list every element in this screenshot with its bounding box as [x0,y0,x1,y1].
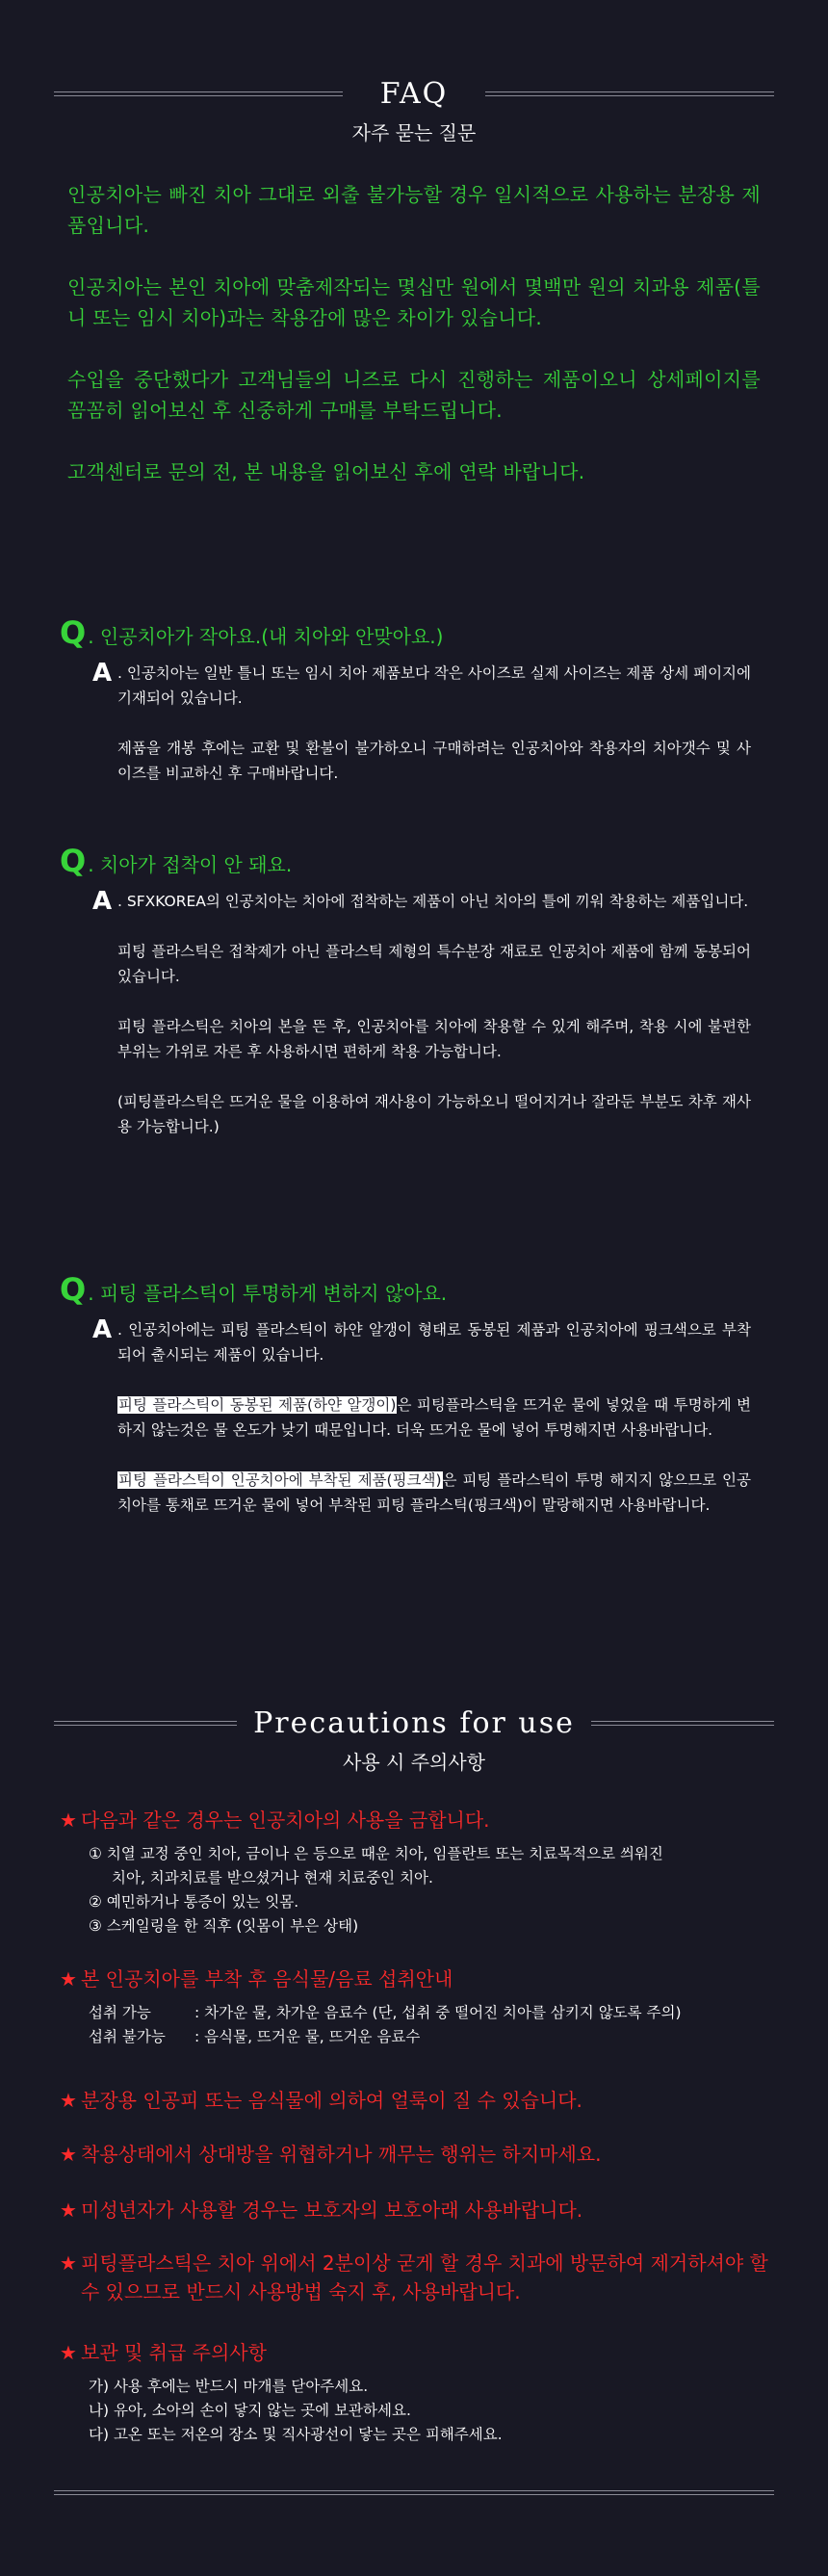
precaution-heading: 보관 및 취급 주의사항 [81,2341,267,2364]
intake-label: 섭취 불가능 [89,2028,166,2045]
precaution-heading: 분장용 인공피 또는 음식물에 의하여 얼룩이 질 수 있습니다. [81,2089,582,2112]
star-icon: ★ [60,2143,77,2166]
intro-note: 고객센터로 문의 전, 본 내용을 읽어보신 후에 연락 바랍니다. [67,460,585,483]
precautions-title: Precautions for use [253,1706,575,1740]
a-mark: A [92,887,113,916]
answer-rest: 은 피팅 플라스틱이 투명 해지지 않으므로 인공치아를 통채로 뜨거운 물에 넣어 부착된 피팅 플라스틱(핑크색)이 말랑해지면 사용바랍니다. [117,1471,752,1514]
precaution-heading: 다음과 같은 경우는 인공치아의 사용을 금합니다. [81,1808,490,1832]
star-icon: ★ [60,2251,77,2275]
list-item: ① 치열 교정 중인 치아, 금이나 은 등으로 때운 치아, 임플란트 또는 치료목적으로 씌워진 [89,1845,663,1862]
intake-row [89,2001,772,2025]
highlight-label: 피팅 플라스틱이 동봉된 제품(하얀 알갱이) [118,1396,397,1414]
question-text: . 피팅 플라스틱이 투명하게 변하지 않아요. [88,1282,448,1305]
star-icon: ★ [60,2199,77,2222]
intake-row [89,2025,772,2049]
intro-notes [67,179,761,518]
faq-item-size [60,616,763,811]
precaution-prohibited-cases [60,1806,772,1939]
answer-text: . 인공치아는 일반 틀니 또는 임시 치아 제품보다 작은 사이즈로 실제 사이즈는 제품 상세 페이지에 기재되어 있습니다. [117,664,751,707]
faq-title: FAQ [379,77,449,111]
list-item: 가) 사용 후에는 반드시 마개를 닫아주세요. [89,2378,369,2395]
faq-item-fitting-plastic [60,1273,763,1543]
precautions-header [0,1704,828,1775]
precaution-heading: 착용상태에서 상대방을 위협하거나 깨무는 행위는 하지마세요. [81,2143,602,2166]
answer-text: . SFXKOREA의 인공치아는 치아에 접착하는 제품이 아닌 치아의 틀에 끼워 착용하는 제품입니다. [117,893,749,910]
list-item: 다) 고온 또는 저온의 장소 및 직사광선이 닿는 곳은 피해주세요. [89,2426,503,2443]
q-mark: Q [60,614,87,651]
precaution-heading: 본 인공치아를 부착 후 음식물/음료 섭취안내 [81,1967,453,1991]
answer-text [117,1468,751,1518]
star-icon: ★ [60,1967,77,1991]
answer-text [117,1392,751,1443]
star-icon: ★ [60,2341,77,2364]
star-icon: ★ [60,2089,77,2112]
answer-text: 제품을 개봉 후에는 교환 및 환불이 불가하오니 구매하려는 인공치아와 착용자의 치아갯수 및 사이즈를 비교하신 후 구매바랍니다. [117,740,751,782]
answer-text: 피팅 플라스틱은 접착제가 아닌 플라스틱 제형의 특수분장 재료로 인공치아 제품에 함께 동봉되어있습니다. [117,943,751,985]
precaution-food-intake [60,1965,772,2049]
a-mark: A [92,659,113,688]
answer-text: . 인공치아에는 피팅 플라스틱이 하얀 알갱이 형태로 동봉된 제품과 인공치아에 핑크색으로 부착되어 출시되는 제품이 있습니다. [117,1321,751,1364]
question-text: . 치아가 접착이 안 돼요. [88,853,293,876]
header-divider-right [591,1721,774,1726]
faq-header [0,75,828,145]
precaution-fitting-time [60,2249,772,2306]
precaution-minors [60,2196,772,2225]
intake-value: : 음식물, 뜨거운 물, 뜨거운 음료수 [194,2028,421,2045]
q-mark: Q [60,843,87,879]
q-mark: Q [60,1271,87,1308]
a-mark: A [92,1315,113,1344]
faq-item-adhesion [60,845,763,1164]
intro-note: 인공치아는 빠진 치아 그대로 외출 불가능할 경우 일시적으로 사용하는 분장용 제품입니다. [67,183,761,237]
intro-note: 인공치아는 본인 치아에 맞춤제작되는 몇십만 원에서 몇백만 원의 치과용 제품(틀니 또는 임시 치아)과는 착용감에 많은 차이가 있습니다. [67,275,761,329]
intro-note: 수입을 중단했다가 고객님들의 니즈로 다시 진행하는 제품이오니 상세페이지를 꼼꼼히 읽어보신 후 신중하게 구매를 부탁드립니다. [67,368,761,422]
precautions-subtitle: 사용 시 주의사항 [343,1751,485,1774]
list-item: 치아, 치과치료를 받으셨거나 현재 치료중인 치아. [112,1869,433,1886]
intake-value: : 차가운 물, 차가운 음료수 (단, 섭취 중 떨어진 치아를 삼키지 않도록 주의) [194,2004,682,2021]
intake-label: 섭취 가능 [89,2004,151,2021]
header-divider-right [485,91,774,96]
list-item: ③ 스케일링을 한 직후 (잇몸이 부은 상태) [89,1917,359,1935]
precaution-no-threat [60,2140,772,2169]
header-divider-left [54,91,343,96]
star-icon: ★ [60,1808,77,1832]
list-item: ② 예민하거나 통증이 있는 잇몸. [89,1893,299,1911]
faq-subtitle: 자주 묻는 질문 [351,121,477,144]
answer-text: 피팅 플라스틱은 치아의 본을 뜬 후, 인공치아를 치아에 착용할 수 있게 해주며, 착용 시에 불편한 부위는 가위로 자른 후 사용하시면 편하게 착용 가능합니다. [117,1018,751,1060]
header-divider-left [54,1721,237,1726]
precaution-stain [60,2086,772,2115]
list-item: 나) 유아, 소아의 손이 닿지 않는 곳에 보관하세요. [89,2402,411,2419]
question-text: . 인공치아가 작아요.(내 치아와 안맞아요.) [88,625,444,648]
answer-text: (피팅플라스틱은 뜨거운 물을 이용하여 재사용이 가능하오니 떨어지거나 잘라둔 부분도 차후 재사용 가능합니다.) [117,1093,751,1135]
precaution-heading: 미성년자가 사용할 경우는 보호자의 보호아래 사용바랍니다. [81,2199,583,2222]
precaution-storage [60,2338,772,2447]
answer-rest: 은 피팅플라스틱을 뜨거운 물에 넣었을 때 투명하게 변하지 않는것은 물 온도가 낮기 때문입니다. 더욱 뜨거운 물에 넣어 투명해지면 사용바랍니다. [117,1396,751,1439]
precaution-heading: 피팅플라스틱은 치아 위에서 2분이상 굳게 할 경우 치과에 방문하여 제거하셔야 할 수 있으므로 반드시 사용방법 숙지 후, 사용바랍니다. [81,2251,768,2303]
footer-divider [54,2490,774,2495]
highlight-label: 피팅 플라스틱이 인공치아에 부착된 제품(핑크색) [118,1471,442,1489]
